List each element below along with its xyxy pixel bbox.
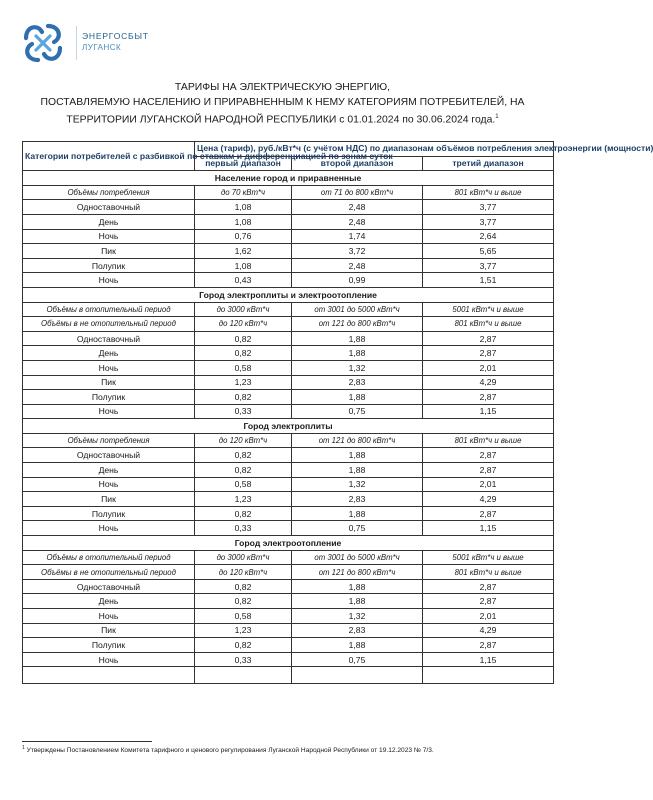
tariff-row xyxy=(23,492,554,507)
price-range-3: 5,65 xyxy=(423,244,554,259)
price-range-3: 2,87 xyxy=(423,506,554,521)
volume-range-1: до 3000 кВт*ч xyxy=(195,302,292,317)
rate-label: Пик xyxy=(23,623,195,638)
tariff-row xyxy=(23,638,554,653)
price-range-1: 1,08 xyxy=(195,200,292,215)
rate-label: День xyxy=(23,594,195,609)
price-range-2: 1,88 xyxy=(292,448,423,463)
section-header-row xyxy=(23,171,554,186)
tariff-row xyxy=(23,404,554,419)
price-range-2: 1,32 xyxy=(292,360,423,375)
rate-label: Ночь xyxy=(23,477,195,492)
tariff-row xyxy=(23,609,554,624)
volume-label: Объёмы потребления xyxy=(23,185,195,200)
rate-label: Пик xyxy=(23,375,195,390)
tariff-row xyxy=(23,477,554,492)
volume-range-1: до 120 кВт*ч xyxy=(195,433,292,448)
tariff-row xyxy=(23,375,554,390)
volume-range-2: от 121 до 800 кВт*ч xyxy=(292,433,423,448)
rate-label: День xyxy=(23,214,195,229)
tariff-row xyxy=(23,390,554,405)
price-range-3: 2,87 xyxy=(423,448,554,463)
price-range-1: 0,82 xyxy=(195,594,292,609)
price-range-2: 1,88 xyxy=(292,390,423,405)
price-range-1: 0,82 xyxy=(195,448,292,463)
rate-label: Ночь xyxy=(23,273,195,288)
price-range-2: 1,88 xyxy=(292,463,423,478)
tariff-row xyxy=(23,346,554,361)
price-range-1: 1,23 xyxy=(195,375,292,390)
price-range-1: 0,58 xyxy=(195,477,292,492)
price-range-1: 0,82 xyxy=(195,331,292,346)
price-range-3: 4,29 xyxy=(423,492,554,507)
volume-row xyxy=(23,550,554,565)
section-header-row xyxy=(23,536,554,551)
price-range-1: 1,62 xyxy=(195,244,292,259)
rate-label: Ночь xyxy=(23,229,195,244)
price-range-2: 0,75 xyxy=(292,652,423,667)
price-range-1: 0,58 xyxy=(195,609,292,624)
tariff-row xyxy=(23,652,554,667)
tariff-row xyxy=(23,200,554,215)
volume-row xyxy=(23,302,554,317)
price-range-3: 1,15 xyxy=(423,521,554,536)
tariff-row xyxy=(23,448,554,463)
volume-range-2: от 3001 до 5000 кВт*ч xyxy=(292,550,423,565)
volume-row xyxy=(23,433,554,448)
footnote-divider xyxy=(22,741,152,742)
price-range-3: 3,77 xyxy=(423,258,554,273)
volume-row xyxy=(23,317,554,332)
price-range-1: 0,82 xyxy=(195,579,292,594)
title-line-3: ТЕРРИТОРИИ ЛУГАНСКОЙ НАРОДНОЙ РЕСПУБЛИКИ с 01.01.2024 по 30.06.2024 года.$^1$ xyxy=(66,114,499,126)
price-range-2: 2,83 xyxy=(292,623,423,638)
tariff-row xyxy=(23,214,554,229)
price-range-3: 2,64 xyxy=(423,229,554,244)
tariff-row xyxy=(23,594,554,609)
price-range-3: 2,87 xyxy=(423,346,554,361)
price-range-2: 2,83 xyxy=(292,375,423,390)
rate-label: Одноставочный xyxy=(23,579,195,594)
price-range-1: 0,82 xyxy=(195,463,292,478)
volume-range-2: от 121 до 800 кВт*ч xyxy=(292,317,423,332)
tariff-row xyxy=(23,506,554,521)
category-header: Категории потребителей с разбивкой по ставкам и дифференциацией по зонам суток xyxy=(23,142,195,171)
volume-label: Объёмы в не отопительный период xyxy=(23,317,195,332)
price-range-1: 1,08 xyxy=(195,258,292,273)
price-range-1: 0,33 xyxy=(195,652,292,667)
price-range-2: 0,75 xyxy=(292,404,423,419)
price-range-2: 1,88 xyxy=(292,506,423,521)
volume-range-1: до 120 кВт*ч xyxy=(195,565,292,580)
rate-label: День xyxy=(23,346,195,361)
price-range-2: 1,32 xyxy=(292,477,423,492)
tariff-row xyxy=(23,579,554,594)
rate-label: Ночь xyxy=(23,609,195,624)
volume-range-3: 801 кВт*ч и выше xyxy=(423,565,554,580)
volume-range-3: 801 кВт*ч и выше xyxy=(423,433,554,448)
price-range-3: 2,87 xyxy=(423,579,554,594)
price-range-2: 2,48 xyxy=(292,214,423,229)
header xyxy=(18,18,218,68)
footnote: $^1$ Утверждены Постановлением Комитета тарифного и ценового регулирования Луганской Народной Республики от 19.12.2023 № 7/3. xyxy=(22,745,434,755)
volume-range-2: от 71 до 800 кВт*ч xyxy=(292,185,423,200)
brand-city: ЛУГАНСК xyxy=(82,43,122,52)
price-range-3: 3,77 xyxy=(423,200,554,215)
volume-label: Объёмы потребления xyxy=(23,433,195,448)
volume-range-3: 801 кВт*ч и выше xyxy=(423,185,554,200)
tariff-row xyxy=(23,360,554,375)
rate-label: Пик xyxy=(23,244,195,259)
footnote-mark: 1 xyxy=(495,114,499,120)
section-title: Город электроотопление xyxy=(23,536,554,551)
price-range-3: 4,29 xyxy=(423,623,554,638)
price-range-1: 1,23 xyxy=(195,492,292,507)
price-range-3: 2,87 xyxy=(423,463,554,478)
tariff-table-body xyxy=(23,171,554,684)
tariff-row xyxy=(23,244,554,259)
section-title: Население город и приравненные xyxy=(23,171,554,186)
volume-range-3: 801 кВт*ч и выше xyxy=(423,317,554,332)
volume-label: Объёмы в отопительный период xyxy=(23,302,195,317)
brand-name: ЭНЕРГОСБЫТ xyxy=(82,31,149,41)
price-range-2: 0,75 xyxy=(292,521,423,536)
price-range-2: 2,48 xyxy=(292,258,423,273)
price-range-3: 2,01 xyxy=(423,360,554,375)
price-range-3: 2,01 xyxy=(423,609,554,624)
price-range-1: 1,23 xyxy=(195,623,292,638)
volume-range-2: от 121 до 800 кВт*ч xyxy=(292,565,423,580)
rate-label: Полупик xyxy=(23,390,195,405)
price-range-2: 1,88 xyxy=(292,346,423,361)
volume-range-1: до 3000 кВт*ч xyxy=(195,550,292,565)
footnote-text: Утверждены Постановлением Комитета тарифного и ценового регулирования Луганской Народной Республики от 19.12.2023 № 7/3. xyxy=(26,747,434,755)
section-title: Город электроплиты xyxy=(23,419,554,434)
tariff-row xyxy=(23,258,554,273)
range-header-3: третий диапазон xyxy=(423,156,554,171)
volume-range-1: до 70 кВт*ч xyxy=(195,185,292,200)
section-header-row xyxy=(23,287,554,302)
rate-label: Полупик xyxy=(23,258,195,273)
title-line-1: ТАРИФЫ НА ЭЛЕКТРИЧЕСКУЮ ЭНЕРГИЮ, xyxy=(174,82,391,93)
volume-range-2: от 3001 до 5000 кВт*ч xyxy=(292,302,423,317)
price-range-1: 0,82 xyxy=(195,638,292,653)
rate-label: Одноставочный xyxy=(23,200,195,215)
price-range-3: 2,87 xyxy=(423,594,554,609)
price-range-2: 2,83 xyxy=(292,492,423,507)
price-range-2: 3,72 xyxy=(292,244,423,259)
rate-label: День xyxy=(23,463,195,478)
rate-label: Ночь xyxy=(23,521,195,536)
rate-label: Пик xyxy=(23,492,195,507)
price-range-3: 2,87 xyxy=(423,390,554,405)
price-range-2: 1,74 xyxy=(292,229,423,244)
price-range-1: 0,82 xyxy=(195,506,292,521)
price-range-2: 0,99 xyxy=(292,273,423,288)
rate-label: Одноставочный xyxy=(23,448,195,463)
price-range-1: 0,76 xyxy=(195,229,292,244)
volume-label: Объёмы в отопительный период xyxy=(23,550,195,565)
tariff-row xyxy=(23,331,554,346)
document-title xyxy=(20,81,545,128)
rate-label: Одноставочный xyxy=(23,331,195,346)
price-range-1: 0,33 xyxy=(195,404,292,419)
logo-divider xyxy=(76,26,77,60)
volume-range-3: 5001 кВт*ч и выше xyxy=(423,550,554,565)
price-range-3: 2,87 xyxy=(423,331,554,346)
price-range-2: 1,32 xyxy=(292,609,423,624)
price-range-2: 1,88 xyxy=(292,638,423,653)
tariff-row xyxy=(23,463,554,478)
tariff-row xyxy=(23,273,554,288)
price-range-3: 2,01 xyxy=(423,477,554,492)
volume-row xyxy=(23,185,554,200)
price-range-2: 2,48 xyxy=(292,200,423,215)
tariff-row xyxy=(23,623,554,638)
range-header-1: первый диапазон xyxy=(195,156,292,171)
price-range-1: 0,82 xyxy=(195,346,292,361)
volume-range-3: 5001 кВт*ч и выше xyxy=(423,302,554,317)
tariff-row xyxy=(23,229,554,244)
price-range-3: 2,87 xyxy=(423,638,554,653)
price-range-1: 0,58 xyxy=(195,360,292,375)
price-range-1: 0,33 xyxy=(195,521,292,536)
volume-label: Объёмы в не отопительный период xyxy=(23,565,195,580)
price-range-3: 1,15 xyxy=(423,404,554,419)
title-line-2: ПОСТАВЛЯЕМУЮ НАСЕЛЕНИЮ И ПРИРАВНЕННЫМ К НЕМУ КАТЕГОРИЯМ ПОТРЕБИТЕЛЕЙ, НА xyxy=(40,96,525,108)
rate-label: Полупик xyxy=(23,638,195,653)
tariff-row xyxy=(23,521,554,536)
section-header-row xyxy=(23,419,554,434)
rate-label: Ночь xyxy=(23,404,195,419)
rate-label: Ночь xyxy=(23,360,195,375)
rate-label: Полупик xyxy=(23,506,195,521)
range-header-2: второй диапазон xyxy=(292,156,423,171)
price-range-1: 0,43 xyxy=(195,273,292,288)
price-range-3: 4,29 xyxy=(423,375,554,390)
rate-label: Ночь xyxy=(23,652,195,667)
energosbyt-logo-icon xyxy=(18,18,68,68)
price-range-2: 1,88 xyxy=(292,331,423,346)
tariff-table xyxy=(22,141,653,684)
price-range-2: 1,88 xyxy=(292,594,423,609)
price-range-1: 0,82 xyxy=(195,390,292,405)
price-range-3: 1,15 xyxy=(423,652,554,667)
price-range-2: 1,88 xyxy=(292,579,423,594)
volume-row xyxy=(23,565,554,580)
price-header: Цена (тариф), руб./кВт*ч (с учётом НДС) по диапазонам объёмов потребления электроэнергии (мощности) xyxy=(195,142,554,157)
price-range-3: 1,51 xyxy=(423,273,554,288)
section-title: Город электроплиты и электроотопление xyxy=(23,287,554,302)
empty-row xyxy=(23,667,554,684)
price-range-1: 1,08 xyxy=(195,214,292,229)
volume-range-1: до 120 кВт*ч xyxy=(195,317,292,332)
price-range-3: 3,77 xyxy=(423,214,554,229)
